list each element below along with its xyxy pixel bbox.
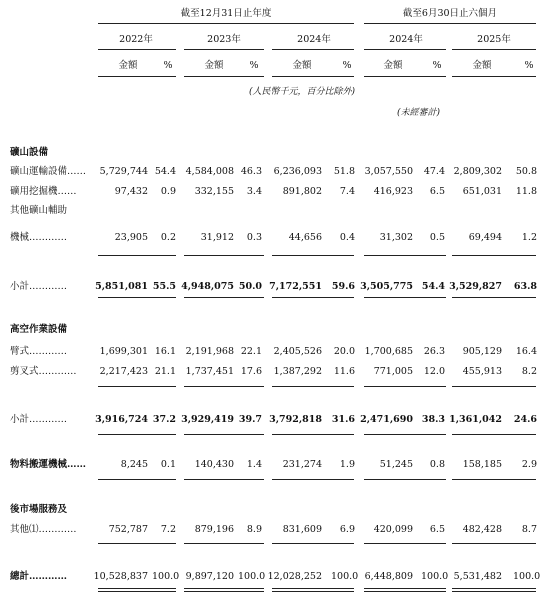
col-pct-header: % — [524, 60, 534, 71]
row-value-pct: 6.5 — [429, 186, 445, 197]
total-value-amount: 5,531,482 — [453, 571, 502, 582]
row-value-pct: 6.9 — [339, 524, 355, 535]
unaudited-note: (未經審計) — [396, 108, 440, 118]
row-label: 其他礦山輔助 — [10, 205, 68, 216]
subtotal-value-amount: 5,851,081 — [95, 281, 148, 292]
subtotal-value-amount: 3,505,775 — [360, 281, 413, 292]
section-title-aerial: 高空作業設備 — [10, 324, 68, 335]
row-value-pct: 0.1 — [160, 459, 176, 470]
row-value-amount: 891,802 — [282, 186, 322, 197]
subtotal-value-pct: 59.6 — [331, 281, 355, 292]
row-label: 礦用挖掘機…… — [10, 186, 77, 197]
subtotal-value-pct: 38.3 — [421, 414, 445, 425]
total-value-amount: 12,028,252 — [267, 571, 322, 582]
row-value-amount: 1,737,451 — [185, 366, 234, 377]
subtotal-value-amount: 1,361,042 — [449, 414, 502, 425]
row-label: 其他⑴………… — [10, 524, 77, 535]
row-value-amount: 1,699,301 — [99, 346, 148, 357]
row-value-amount: 51,245 — [379, 459, 413, 470]
year-2023: 2023年 — [207, 34, 241, 45]
unit-note: (人民幣千元，百分比除外) — [248, 87, 355, 97]
row-value-pct: 1.2 — [521, 232, 537, 243]
row-value-pct: 7.2 — [160, 524, 176, 535]
col-amount-header: 金額 — [472, 60, 492, 71]
row-value-amount: 771,005 — [373, 366, 413, 377]
row-value-amount: 44,656 — [288, 232, 322, 243]
subtotal-value-amount: 2,471,690 — [360, 414, 413, 425]
subtotal-value-amount: 3,792,818 — [269, 414, 322, 425]
subtotal-value-pct: 39.7 — [238, 414, 262, 425]
subtotal-label: 小計………… — [10, 414, 68, 425]
subtotal-value-pct: 55.5 — [152, 281, 176, 292]
row-value-pct: 0.8 — [429, 459, 445, 470]
total-value-pct: 100.0 — [513, 571, 541, 582]
row-value-amount: 416,923 — [373, 186, 413, 197]
section-title-aftermarket: 後市場服務及 — [10, 504, 68, 515]
row-value-amount: 5,729,744 — [99, 166, 148, 177]
col-pct-header: % — [249, 60, 259, 71]
row-value-pct: 50.8 — [515, 166, 537, 177]
subtotal-value-pct: 50.0 — [238, 281, 262, 292]
row-value-amount: 97,432 — [114, 186, 148, 197]
subtotal-value-amount: 3,529,827 — [449, 281, 502, 292]
row-value-pct: 21.1 — [154, 366, 176, 377]
subtotal-value-pct: 54.4 — [421, 281, 445, 292]
row-value-amount: 1,387,292 — [273, 366, 322, 377]
subtotal-value-amount: 4,948,075 — [181, 281, 234, 292]
row-value-pct: 0.2 — [160, 232, 176, 243]
col-pct-header: % — [163, 60, 173, 71]
col-pct-header: % — [432, 60, 442, 71]
row-value-amount: 905,129 — [462, 346, 502, 357]
total-value-pct: 100.0 — [152, 571, 180, 582]
row-value-amount: 1,700,685 — [364, 346, 413, 357]
header-full-year: 截至12月31日止年度 — [180, 8, 272, 19]
subtotal-value-amount: 7,172,551 — [269, 281, 322, 292]
row-value-pct: 16.4 — [515, 346, 537, 357]
row-value-pct: 11.6 — [333, 366, 355, 377]
row-value-pct: 7.4 — [339, 186, 355, 197]
subtotal-value-pct: 63.8 — [513, 281, 537, 292]
row-value-pct: 54.4 — [154, 166, 176, 177]
row-value-pct: 0.3 — [246, 232, 262, 243]
total-label: 總計………… — [10, 571, 68, 582]
row-label: 臂式………… — [10, 346, 68, 357]
row-value-amount: 879,196 — [194, 524, 234, 535]
row-value-pct: 12.0 — [423, 366, 445, 377]
row-value-pct: 11.8 — [515, 186, 537, 197]
row-value-amount: 31,912 — [200, 232, 234, 243]
total-value-pct: 100.0 — [331, 571, 359, 582]
total-value-amount: 9,897,120 — [185, 571, 234, 582]
row-value-amount: 31,302 — [379, 232, 413, 243]
subtotal-value-amount: 3,929,419 — [181, 414, 234, 425]
row-value-pct: 16.1 — [154, 346, 176, 357]
subtotal-value-pct: 37.2 — [152, 414, 176, 425]
col-amount-header: 金額 — [118, 60, 138, 71]
header-half-year: 截至6月30日止六個月 — [402, 8, 498, 19]
row-value-pct: 26.3 — [423, 346, 445, 357]
row-value-amount: 8,245 — [120, 459, 148, 470]
row-value-pct: 51.8 — [333, 166, 355, 177]
row-value-pct: 0.4 — [339, 232, 355, 243]
row-label: 機械………… — [10, 232, 68, 243]
row-value-amount: 23,905 — [114, 232, 148, 243]
year-2022: 2022年 — [119, 34, 153, 45]
col-pct-header: % — [342, 60, 352, 71]
row-value-pct: 6.5 — [429, 524, 445, 535]
row-value-amount: 482,428 — [462, 524, 502, 535]
row-value-amount: 4,584,008 — [185, 166, 234, 177]
header-rule-full — [98, 23, 354, 24]
row-value-pct: 8.2 — [521, 366, 537, 377]
total-value-amount: 10,528,837 — [93, 571, 148, 582]
row-value-pct: 3.4 — [246, 186, 262, 197]
row-value-amount: 332,155 — [194, 186, 234, 197]
row-label: 礦山運輸設備…… — [10, 166, 87, 177]
row-value-amount: 231,274 — [282, 459, 322, 470]
row-value-amount: 2,217,423 — [99, 366, 148, 377]
subtotal-value-pct: 31.6 — [331, 414, 355, 425]
year-2025-h1: 2025年 — [477, 34, 511, 45]
row-value-pct: 1.4 — [246, 459, 262, 470]
col-amount-header: 金額 — [383, 60, 403, 71]
row-value-pct: 22.1 — [240, 346, 262, 357]
row-value-pct: 20.0 — [333, 346, 355, 357]
row-value-pct: 46.3 — [240, 166, 262, 177]
header-rule-half — [364, 23, 536, 24]
subtotal-value-amount: 3,916,724 — [95, 414, 148, 425]
row-value-amount: 6,236,093 — [273, 166, 322, 177]
row-value-amount: 752,787 — [108, 524, 148, 535]
row-value-amount: 651,031 — [462, 186, 502, 197]
col-amount-header: 金額 — [292, 60, 312, 71]
row-value-amount: 158,185 — [462, 459, 502, 470]
row-value-pct: 0.5 — [429, 232, 445, 243]
subtotal-label: 小計………… — [10, 281, 68, 292]
row-value-amount: 831,609 — [282, 524, 322, 535]
row-value-pct: 8.7 — [521, 524, 537, 535]
total-value-pct: 100.0 — [421, 571, 449, 582]
total-value-amount: 6,448,809 — [364, 571, 413, 582]
subtotal-value-pct: 24.6 — [513, 414, 537, 425]
row-value-amount: 420,099 — [373, 524, 413, 535]
row-value-pct: 1.9 — [339, 459, 355, 470]
total-value-pct: 100.0 — [238, 571, 266, 582]
section-title-mining: 礦山設備 — [10, 147, 49, 158]
row-value-pct: 47.4 — [423, 166, 445, 177]
row-value-amount: 455,913 — [462, 366, 502, 377]
row-value-pct: 0.9 — [160, 186, 176, 197]
row-value-amount: 69,494 — [468, 232, 502, 243]
row-value-amount: 2,809,302 — [453, 166, 502, 177]
row-value-pct: 8.9 — [246, 524, 262, 535]
row-value-pct: 2.9 — [521, 459, 537, 470]
row-value-amount: 2,191,968 — [185, 346, 234, 357]
row-label-material-handling: 物料搬運機械…… — [10, 459, 87, 470]
row-value-pct: 17.6 — [240, 366, 262, 377]
row-value-amount: 3,057,550 — [364, 166, 413, 177]
row-label: 剪叉式………… — [10, 366, 77, 377]
row-value-amount: 140,430 — [194, 459, 234, 470]
row-value-amount: 2,405,526 — [273, 346, 322, 357]
year-2024: 2024年 — [297, 34, 331, 45]
year-2024-h1: 2024年 — [389, 34, 423, 45]
col-amount-header: 金額 — [204, 60, 224, 71]
